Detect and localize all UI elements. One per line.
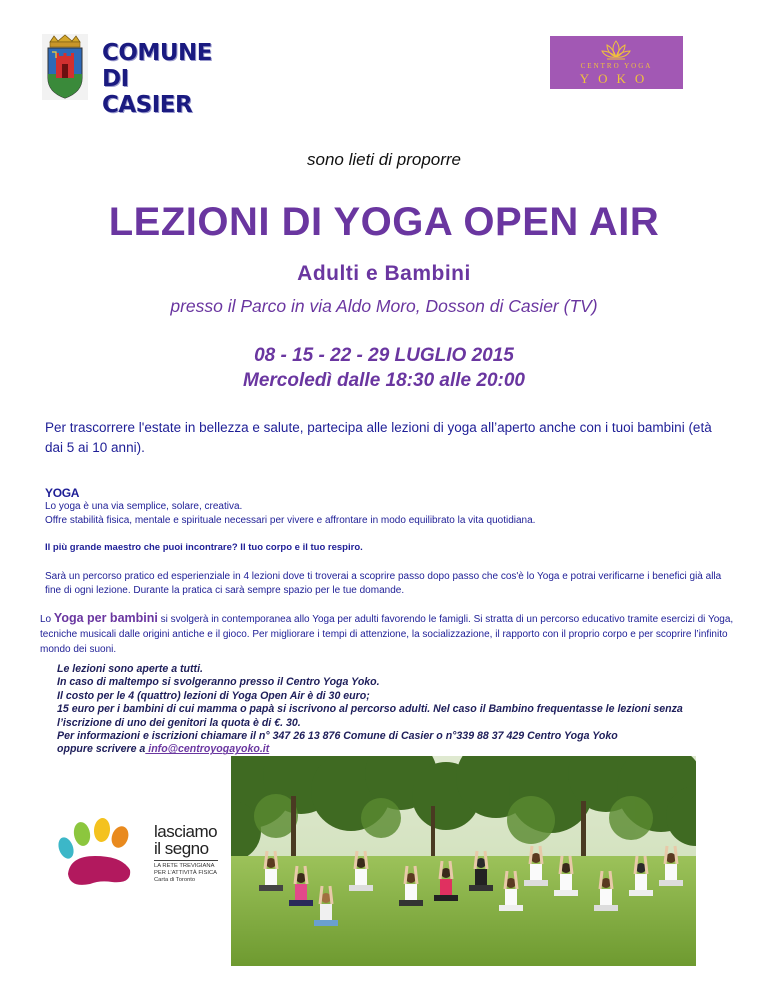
lasciamo-title-2: il segno <box>154 839 209 858</box>
email-link[interactable]: info@centroyogayoko.it <box>145 743 270 756</box>
lasciamo-sub-1: LA RETE TREVIGIANA <box>154 863 215 869</box>
comune-name <box>102 40 212 118</box>
centro-yoga-yoko-logo <box>550 36 683 89</box>
page-title: LEZIONI DI YOGA OPEN AIR <box>108 200 660 244</box>
event-location: presso il Parco in via Aldo Moro, Dosson di Casier (TV) <box>170 296 598 316</box>
coat-of-arms-icon <box>42 34 88 100</box>
lasciamo-il-segno-logo <box>50 812 222 892</box>
comune-casier-logo <box>42 34 212 118</box>
comune-line1: COMUNE <box>102 40 212 66</box>
yoga-description-1: Lo yoga è una via semplice, solare, creativa. <box>45 501 243 512</box>
lasciamo-sub-3: Carta di Toronto <box>154 877 196 883</box>
yoga-class-photo <box>231 756 696 966</box>
park-yoga-illustration <box>231 756 696 966</box>
intro-text: sono lieti di proporre <box>306 150 462 169</box>
info-line <box>57 743 737 756</box>
event-dates: 08 - 15 - 22 - 29 LUGLIO 2015 <box>254 345 514 366</box>
info-line: 15 euro per i bambini di cui mamma o papà si iscrivono al percorso adulti. Nel caso il Bambino frequentasse le lezioni senza l’iscrizione di uno dei genitori la quota è di €. 30. <box>57 703 683 729</box>
info-block <box>57 663 737 757</box>
lasciamo-sub-2: PER L’ATTIVITÀ FISICA <box>154 870 218 876</box>
email-prefix: oppure scrivere a <box>57 743 146 756</box>
kids-prefix: Lo <box>40 614 54 625</box>
kids-yoga-paragraph <box>40 611 740 657</box>
info-line: In caso di maltempo si svolgeranno presso il Centro Yoga Yoko. <box>57 676 380 689</box>
comune-line2: DI CASIER <box>102 66 193 118</box>
lotus-icon <box>601 39 631 61</box>
yoga-quote: Il più grande maestro che puoi incontrare? Il tuo corpo e il tuo respiro. <box>45 542 363 553</box>
info-line: Il costo per le 4 (quattro) lezioni di Yoga Open Air è di 30 euro; <box>57 689 370 702</box>
kids-yoga-highlight: Yoga per bambini <box>53 611 158 625</box>
divider <box>154 860 218 861</box>
paw-print-icon <box>50 812 150 892</box>
yoko-subtitle: CENTRO YOGA <box>580 62 653 70</box>
lead-paragraph: Per trascorrere l'estate in bellezza e salute, partecipa alle lezioni di yoga all’aperto anche con i tuoi bambini (età dai 5 ai 10 anni). <box>45 420 712 455</box>
page-subtitle: Adulti e Bambini <box>297 262 471 285</box>
yoko-name: YOKO <box>579 71 654 86</box>
kids-yoga-text: si svolgerà in contemporanea allo Yoga per adulti favorendo le famigli. Si stratta di un percorso educativo tramite esercizi di Yoga, tecniche musicali dalle origini antiche e il gioco. Per migliorare i tempi di attenzione, la socializzazione, il rapporto con il proprio corpo e per scoprire l’infinito mondo dei suoni. <box>40 614 734 655</box>
info-line: Le lezioni sono aperte a tutti. <box>57 663 203 675</box>
event-time: Mercoledì dalle 18:30 alle 20:00 <box>243 370 525 391</box>
info-line: Per informazioni e iscrizioni chiamare il n° 347 26 13 876 Comune di Casier o n°339 88 37 429 Centro Yoga Yoko <box>57 730 618 743</box>
lasciamo-subtitle <box>154 863 224 884</box>
lasciamo-title-1: lasciamo <box>154 822 218 841</box>
yoga-description-2: Offre stabilità fisica, mentale e spirituale necessari per vivere e affrontare in modo equilibrato la vita quotidiana. <box>45 515 536 526</box>
yoga-heading: YOGA <box>45 486 80 500</box>
course-description: Sarà un percorso pratico ed esperienziale in 4 lezioni dove ti troverai a scoprire passo dopo passo che cos'è lo Yoga e potrai verificarne i benefici già alla fine di ogni lezione. Durante la pratica ci sarà sempre spazio per le tue domande. <box>45 571 722 596</box>
